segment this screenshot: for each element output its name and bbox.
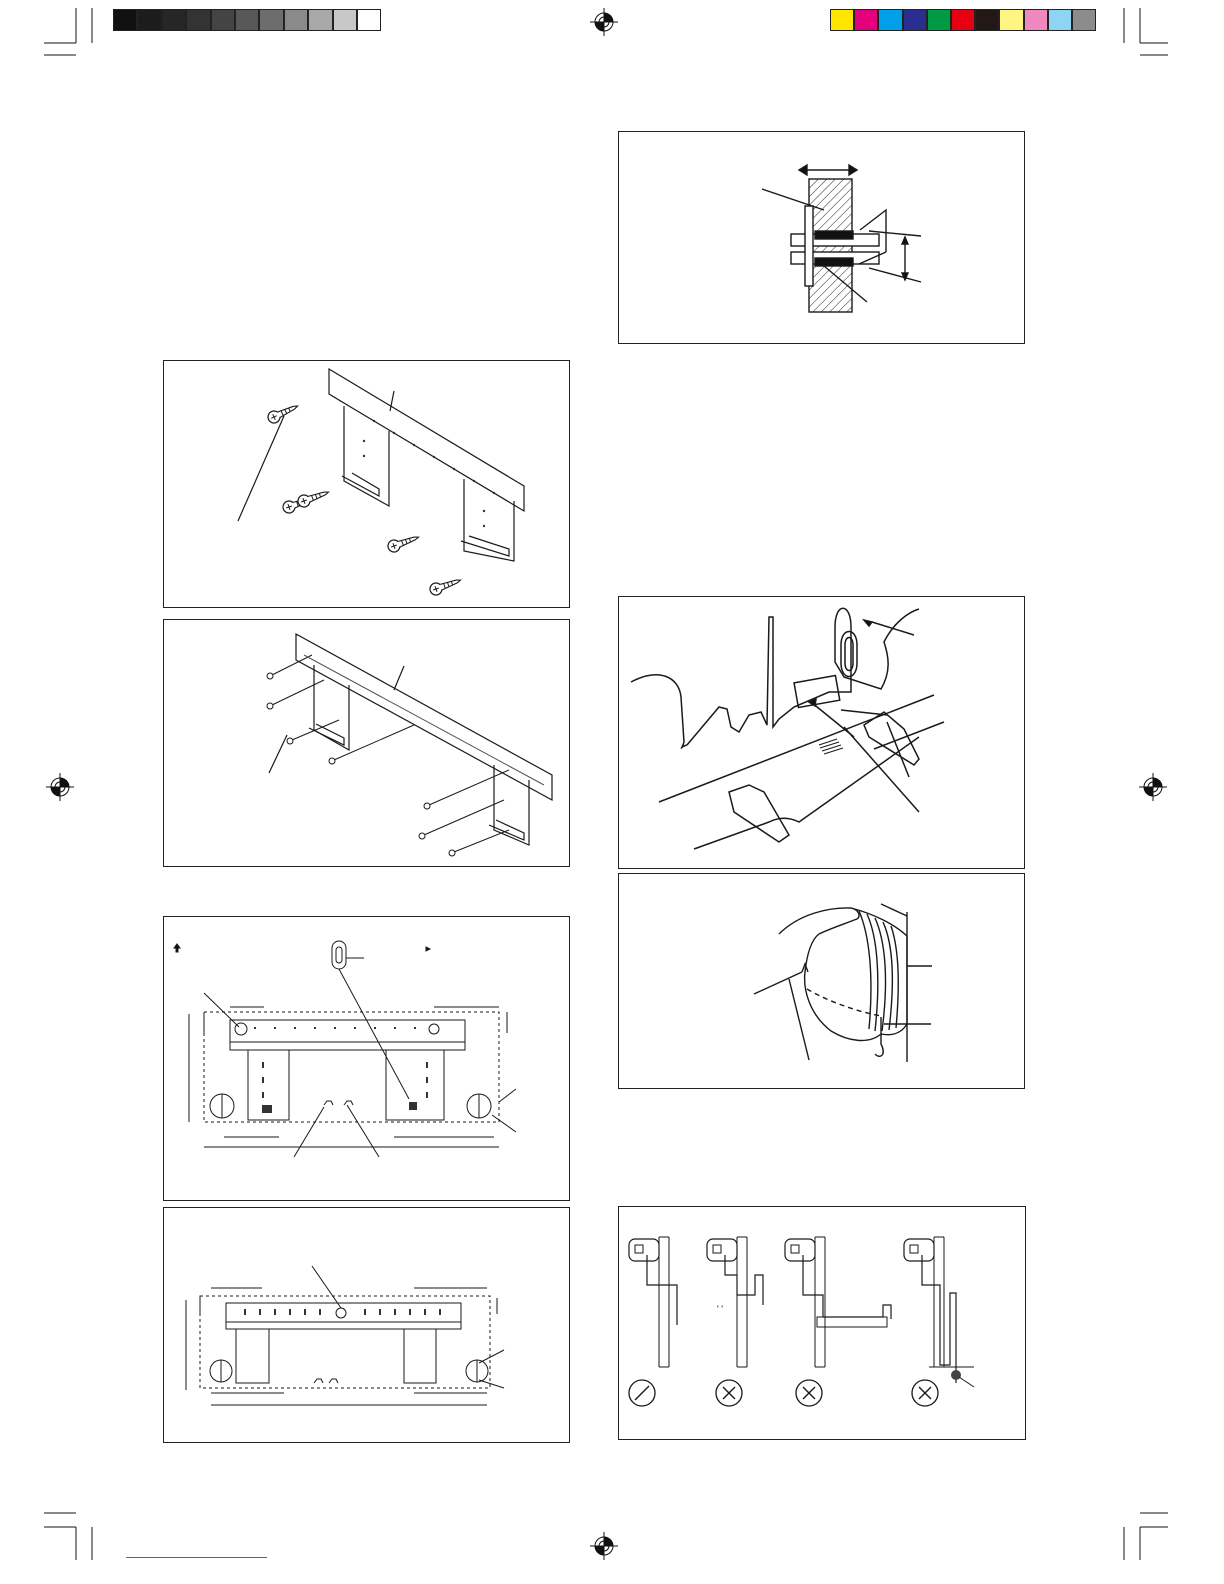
gray-swatch bbox=[333, 9, 357, 31]
color-swatch bbox=[1048, 9, 1072, 31]
color-swatch bbox=[999, 9, 1023, 31]
screw-icon bbox=[266, 401, 300, 425]
drain-examples-figure bbox=[618, 1206, 1026, 1440]
drain-example bbox=[707, 1237, 763, 1367]
gray-swatch bbox=[357, 9, 381, 31]
mounting-plate-dimensions-long-figure bbox=[163, 1207, 570, 1443]
drain-example bbox=[904, 1237, 974, 1387]
gray-swatch bbox=[113, 9, 137, 31]
color-swatch bbox=[927, 9, 951, 31]
gray-swatch bbox=[186, 9, 210, 31]
gray-swatch bbox=[235, 9, 259, 31]
drain-example bbox=[785, 1237, 891, 1367]
color-swatch bbox=[878, 9, 902, 31]
screw-icon bbox=[296, 486, 330, 508]
drain-example bbox=[629, 1237, 677, 1367]
color-swatch bbox=[1024, 9, 1048, 31]
cross-icon bbox=[716, 1380, 742, 1406]
color-swatch bbox=[830, 9, 854, 31]
color-swatch bbox=[951, 9, 975, 31]
wall-pipe-section-figure bbox=[618, 131, 1025, 344]
color-swatch bbox=[854, 9, 878, 31]
color-swatch bbox=[975, 9, 999, 31]
cross-icon bbox=[796, 1380, 822, 1406]
gray-swatch bbox=[211, 9, 235, 31]
gray-swatch bbox=[137, 9, 161, 31]
mounting-plate-screws-figure bbox=[163, 360, 570, 608]
screw-icon bbox=[428, 574, 462, 596]
mounting-plate-long-figure bbox=[163, 619, 570, 867]
gray-swatch bbox=[259, 9, 283, 31]
check-icon bbox=[629, 1380, 655, 1406]
mounting-plate-dimensions-figure bbox=[163, 916, 570, 1201]
gray-swatch bbox=[162, 9, 186, 31]
cross-icon bbox=[912, 1380, 938, 1406]
color-swatch bbox=[1072, 9, 1096, 31]
hook-detail-figure bbox=[618, 596, 1025, 869]
gray-swatch bbox=[284, 9, 308, 31]
svg-text:' ': ' ' bbox=[717, 1304, 723, 1314]
gray-swatch bbox=[308, 9, 332, 31]
link-underline bbox=[126, 1557, 267, 1558]
unit-on-wall-figure bbox=[618, 873, 1025, 1089]
color-swatch bbox=[903, 9, 927, 31]
screw-icon bbox=[386, 531, 420, 553]
